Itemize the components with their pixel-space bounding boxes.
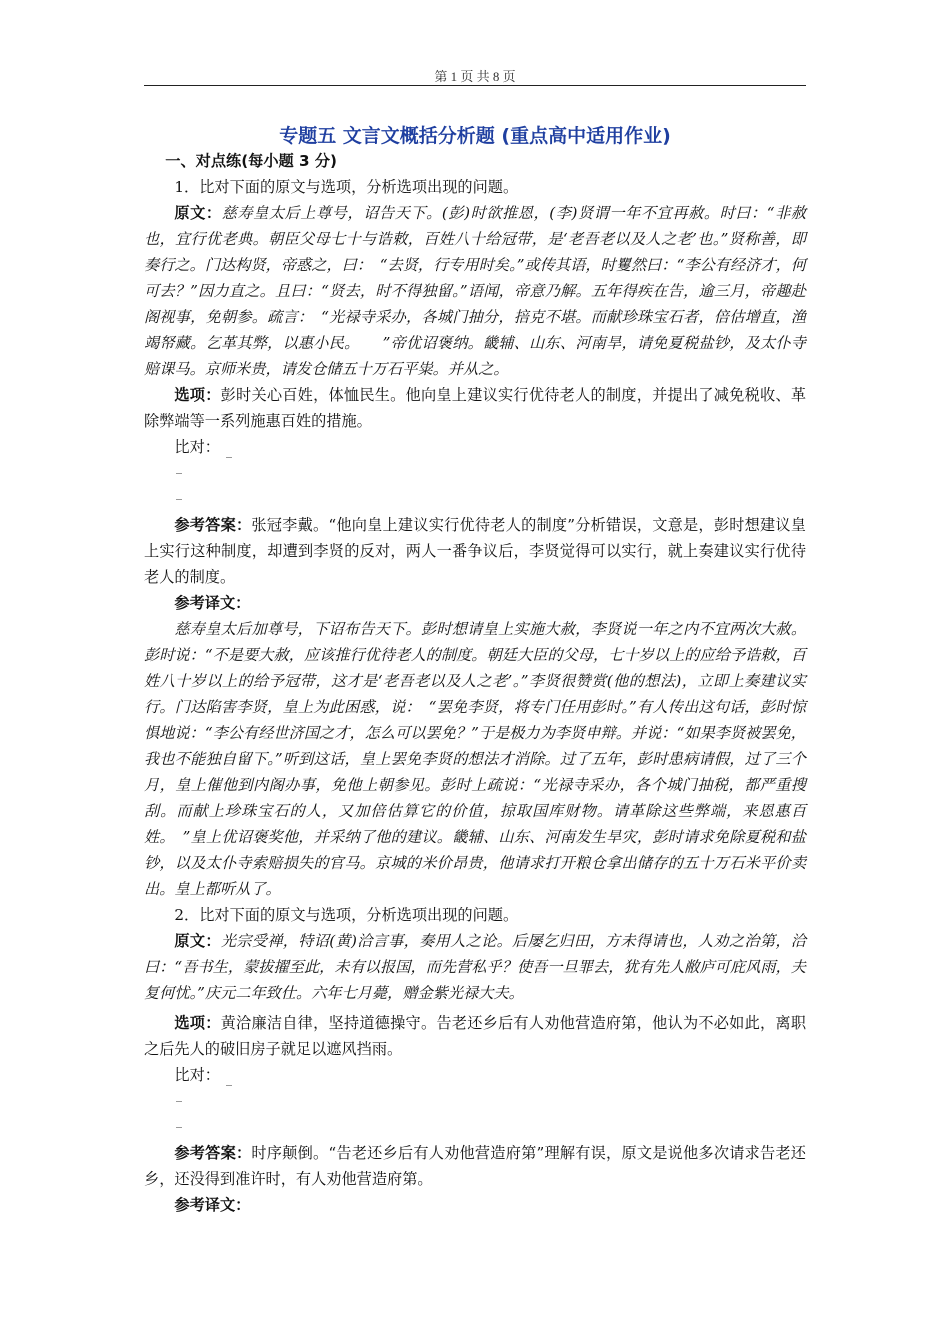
q1-original-label: 原文： bbox=[174, 204, 222, 222]
q1-option-text: 彭时关心百姓，体恤民生。他向皇上建议实行优待老人的制度，并提出了减免税收、革除弊端等一系列施惠百姓的措施。 bbox=[144, 386, 807, 430]
q1-prompt: 1．比对下面的原文与选项，分析选项出现的问题。 bbox=[174, 178, 519, 196]
q1-original bbox=[144, 200, 806, 382]
document-title: 专题五 文言文概括分析题 (重点高中适用作业) bbox=[279, 125, 671, 147]
q1-original-text: 慈寿皇太后上尊号，诏告天下。(彭)时欲推恩，(李)贤谓一年不宜再赦。时曰：“非赦也，宜行优老典。朝臣父母七十与诰敕，百姓八十给冠带，是‘老吾老以及人之老’也。”贤称善，即奏行之。门达构贤，帝惑之，曰： “去贤，行专用时矣。”或传其语，时矍然曰：“李公有经济才，何可去？”因力直之。且曰：“贤去，时不得独留。”语闻，帝意乃解。五年得疾在告，逾三月，帝趣赴阁视事，免朝参。疏言： “光禄寺采办，各城门抽分，掊克不堪。而献珍珠宝石者，倍估增直，渔竭帑藏。乞革其弊，以惠小民。 ”帝优诏褒纳。畿辅、山东、河南旱，请免夏税盐钞，及太仆寺赔课马。京师米贵，请发仓储五十万石平粜。并从之。 bbox=[144, 204, 807, 378]
q2-translation-label: 参考译文： bbox=[174, 1196, 251, 1214]
document-body bbox=[144, 124, 806, 1218]
q1-option-label: 选项： bbox=[174, 386, 221, 404]
q2-original-label: 原文： bbox=[174, 932, 221, 950]
q1-translation-text: 慈寿皇太后加尊号，下诏布告天下。彭时想请皇上实施大赦，李贤说一年之内不宜两次大赦。彭时说：“不是要大赦，应该推行优待老人的制度。朝廷大臣的父母，七十岁以上的应给予诰敕，百姓八十岁以上的给予冠带，这才是‘老吾老以及人之老’。”李贤很赞赏(他的想法)，立即上奏建议实行。门达陷害李贤，皇上为此困惑，说： “罢免李贤，将专门任用彭时。”有人传出这句话，彭时惊惧地说：“李公有经世济国之才，怎么可以罢免？”于是极力为李贤申辩。并说：“如果李贤被罢免，我也不能独自留下。”听到这话，皇上罢免李贤的想法才消除。过了五年，彭时患病请假，过了三个月，皇上催他到内阁办事，免他上朝参见。彭时上疏说：“光禄寺采办，各个城门抽税，都严重搜刮。而献上珍珠宝石的人，又加倍估算它的价值，掠取国库财物。请革除这些弊端，来恩惠百姓。 ”皇上优诏褒奖他，并采纳了他的建议。畿辅、山东、河南发生旱灾，彭时请求免除夏税和盐钞，以及太仆寺索赔损失的官马。京城的米价昂贵，他请求打开粮仓拿出储存的五十万石米平价卖出。皇上都听从了。 bbox=[144, 620, 806, 898]
header-rule bbox=[144, 85, 806, 86]
q2-answer-label: 参考答案： bbox=[174, 1144, 252, 1162]
q1-option bbox=[144, 382, 806, 434]
section-heading: 一、对点练(每小题 3 分) bbox=[165, 152, 337, 170]
q2-option-label: 选项： bbox=[174, 1014, 221, 1032]
q2-compare-label: 比对： bbox=[174, 1066, 220, 1084]
q1-compare-blank[interactable] bbox=[226, 457, 232, 458]
q2-option-text: 黄洽廉洁自律，坚持道德操守。告老还乡后有人劝他营造府第，他认为不必如此，离职之后先人的破旧房子就足以遮风挡雨。 bbox=[144, 1014, 807, 1058]
q2-original bbox=[144, 928, 806, 1006]
q2-prompt: 2．比对下面的原文与选项，分析选项出现的问题。 bbox=[174, 906, 519, 924]
q2-answer-text: 时序颠倒。“告老还乡后有人劝他营造府第”理解有误，原文是说他多次请求告老还乡，还没得到准许时，有人劝他营造府第。 bbox=[144, 1144, 806, 1188]
q1-answer-text: 张冠李戴。“他向皇上建议实行优待老人的制度”分析错误，文意是，彭时想建议皇上实行这种制度，却遭到李贤的反对，两人一番争议后，李贤觉得可以实行，就上奏建议实行优待老人的制度。 bbox=[144, 516, 806, 586]
q2-option bbox=[144, 1010, 806, 1062]
q2-answer-blank-1[interactable] bbox=[144, 1088, 806, 1114]
q1-answer-blank-1[interactable] bbox=[144, 460, 806, 486]
q2-answer bbox=[144, 1140, 806, 1192]
q1-translation-label: 参考译文： bbox=[174, 594, 251, 612]
q1-compare bbox=[144, 434, 806, 460]
q2-original-text: 光宗受禅，特诏(黄)洽言事，奏用人之论。后屡乞归田，方未得请也，人劝之治第，洽曰：“吾书生，蒙拔擢至此，未有以报国，而先营私乎？使吾一旦罪去，犹有先人敝庐可庇风雨，夫复何忧。”庆元二年致仕。六年七月薨，赠金紫光禄大夫。 bbox=[144, 932, 807, 1002]
q1-answer bbox=[144, 512, 806, 590]
q1-answer-label: 参考答案： bbox=[174, 516, 252, 534]
q1-compare-label: 比对： bbox=[174, 438, 220, 456]
q2-compare bbox=[144, 1062, 806, 1088]
q1-answer-blank-2[interactable] bbox=[144, 486, 806, 512]
page-header: 第 1 页 共 8 页 bbox=[434, 69, 516, 84]
q2-compare-blank[interactable] bbox=[226, 1085, 232, 1086]
q2-answer-blank-2[interactable] bbox=[144, 1114, 806, 1140]
